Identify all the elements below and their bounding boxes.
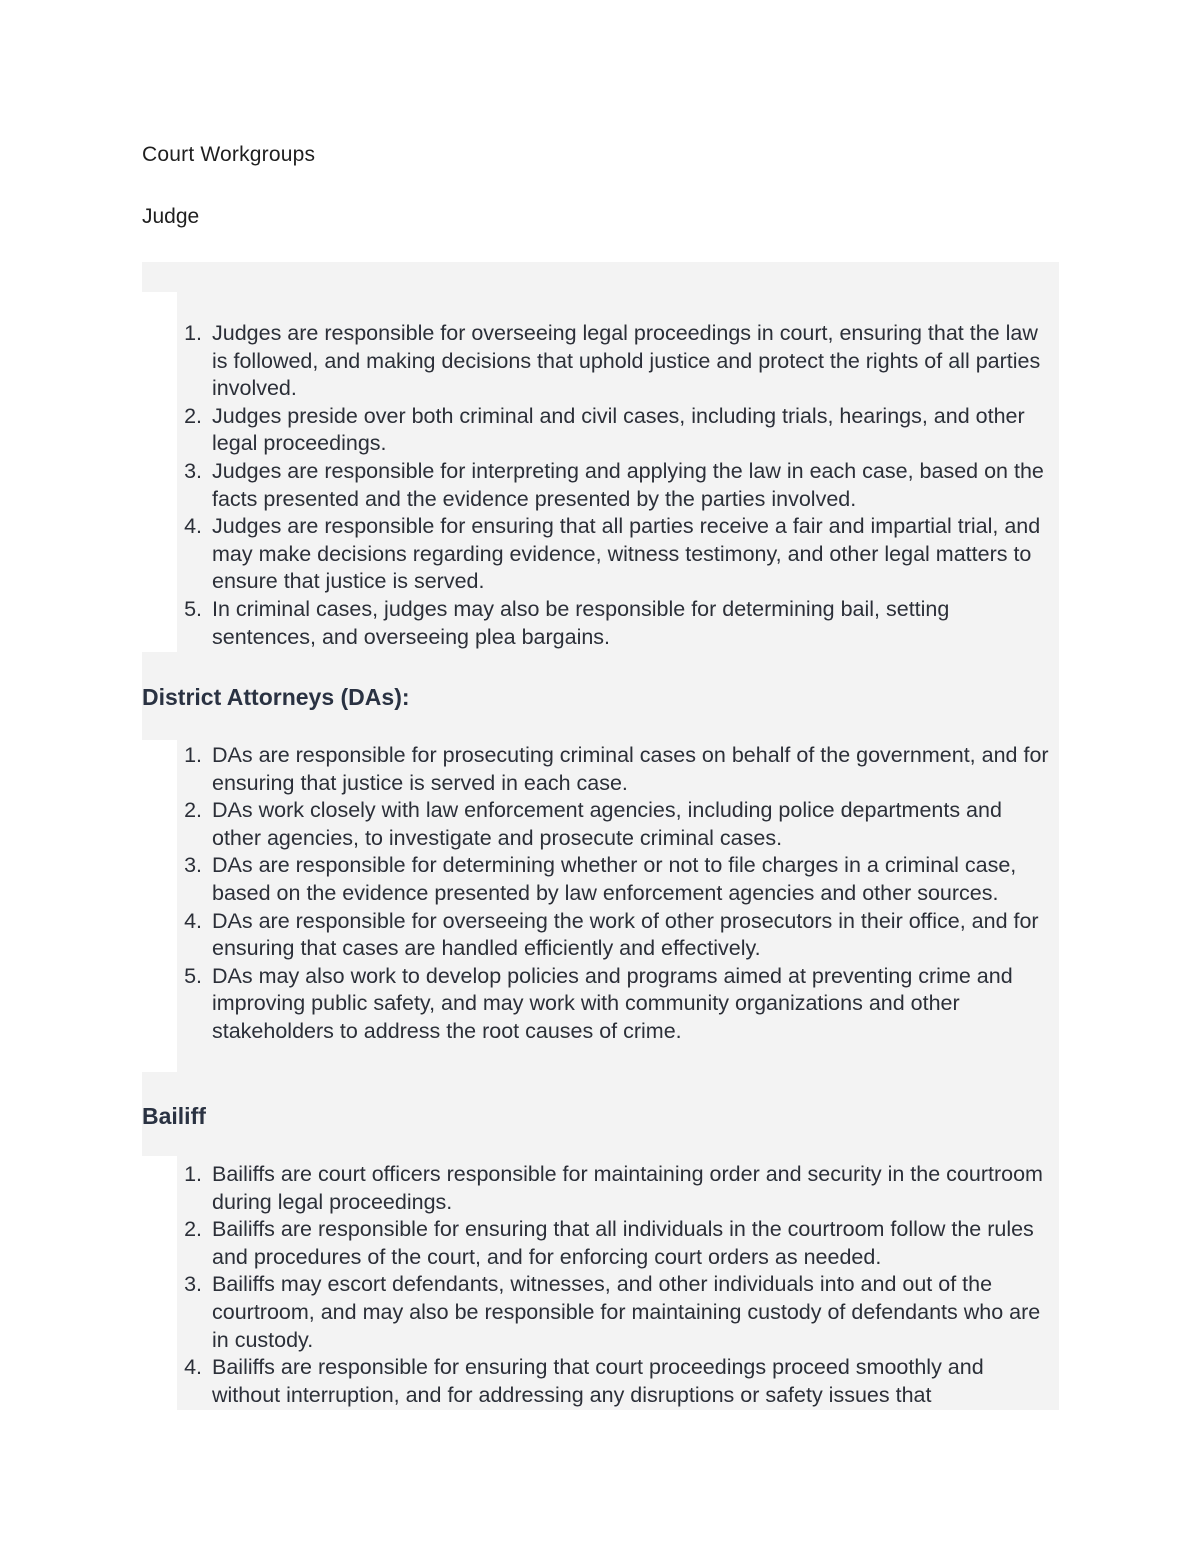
list-item: 1. DAs are responsible for prosecuting criminal cases on behalf of the government, and for ensuring that justice is served in each case. bbox=[184, 743, 1049, 795]
list-item: 3. Bailiffs may escort defendants, witnesses, and other individuals into and out of the courtroom, and may also be responsible for maintaining custody of defendants who are in custody. bbox=[184, 1272, 1041, 1352]
list-item: 4. Bailiffs are responsible for ensuring that court proceedings proceed smoothly and without interruption, and for addressing any disruptions or safety issues that bbox=[184, 1355, 984, 1407]
bailiff-duties-list bbox=[142, 1161, 1059, 1409]
list-item: 1. Bailiffs are court officers responsible for maintaining order and security in the courtroom during legal proceedings. bbox=[184, 1162, 1043, 1214]
list-item: 5. In criminal cases, judges may also be responsible for determining bail, setting sentences, and overseeing plea bargains. bbox=[184, 596, 950, 649]
section-label-judge: Judge bbox=[142, 205, 200, 228]
list-item: 4. Judges are responsible for ensuring that all parties receive a fair and impartial trial, and may make decisions regarding evidence, witness testimony, and other legal matters to ensure that justice is served. bbox=[184, 514, 1041, 594]
section-heading-bailiff: Bailiff bbox=[142, 1103, 206, 1129]
section-heading-district-attorneys: District Attorneys (DAs): bbox=[142, 684, 410, 710]
judge-duties-list bbox=[142, 320, 1059, 651]
list-item: 1. Judges are responsible for overseeing legal proceedings in court, ensuring that the law is followed, and making decisions that uphold justice and protect the rights of all parties involved. bbox=[184, 321, 1041, 401]
list-item: 2. Judges preside over both criminal and civil cases, including trials, hearings, and other legal proceedings. bbox=[184, 403, 1025, 456]
list-item: 5. DAs may also work to develop policies and programs aimed at preventing crime and improving public safety, and may work with community organizations and other stakeholders to address the root causes of crime. bbox=[184, 963, 1013, 1043]
list-item: 2. DAs work closely with law enforcement agencies, including police departments and other agencies, to investigate and prosecute criminal cases. bbox=[184, 798, 1002, 850]
da-duties-list bbox=[142, 742, 1059, 1046]
page-title: Court Workgroups bbox=[142, 143, 316, 166]
list-item: 4. DAs are responsible for overseeing the work of other prosecutors in their office, and for ensuring that cases are handled efficiently and effectively. bbox=[184, 908, 1039, 961]
list-item: 3. Judges are responsible for interpreting and applying the law in each case, based on the facts presented and the evidence presented by the parties involved. bbox=[184, 458, 1044, 511]
list-item: 2. Bailiffs are responsible for ensuring that all individuals in the courtroom follow the rules and procedures of the court, and for enforcing court orders as needed. bbox=[184, 1217, 1034, 1269]
list-item: 3. DAs are responsible for determining whether or not to file charges in a criminal case, based on the evidence presented by law enforcement agencies and other sources. bbox=[184, 853, 1017, 905]
